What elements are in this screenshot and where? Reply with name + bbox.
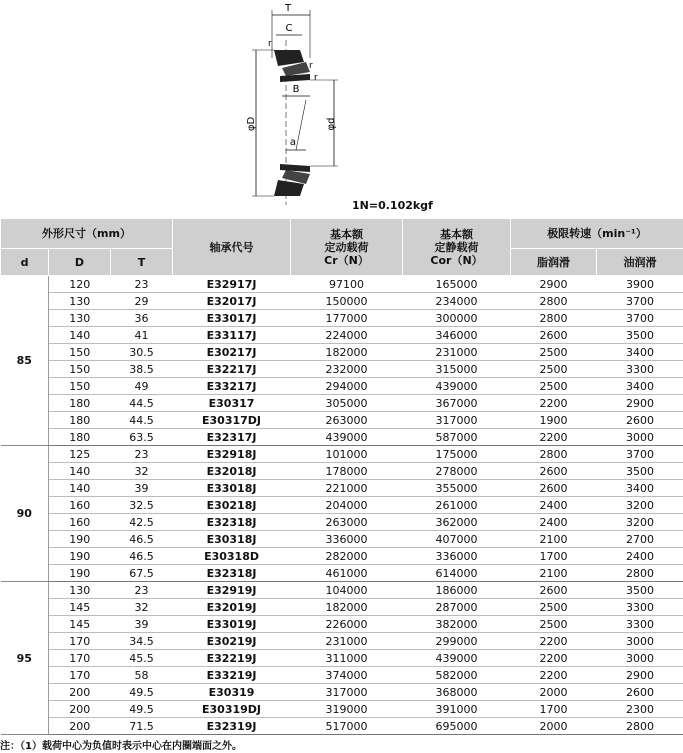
cell-t: 42.5: [111, 514, 173, 531]
cell-grease: 2200: [511, 650, 597, 667]
cell-cr: 305000: [291, 395, 403, 412]
cell-model: E30317DJ: [173, 412, 291, 429]
table-row: [1, 548, 683, 565]
table-row: [1, 497, 683, 514]
table-row: [1, 565, 683, 582]
cell-outer-d: 150: [49, 361, 111, 378]
cell-grease: 2000: [511, 718, 597, 735]
outer-ring-top: [274, 50, 304, 66]
table-row: [1, 361, 683, 378]
cell-grease: 2800: [511, 293, 597, 310]
cell-cr: 319000: [291, 701, 403, 718]
table-row: [1, 718, 683, 735]
header-outer-d: D: [49, 249, 111, 276]
footnote: 注：（1）载荷中心为负值时表示中心在内圈端面之外。: [0, 741, 242, 752]
cell-grease: 2400: [511, 514, 597, 531]
cell-oil: 3200: [597, 497, 683, 514]
cell-oil: 3300: [597, 616, 683, 633]
cell-oil: 3400: [597, 378, 683, 395]
header-dimensions: 外形尺寸（mm）: [1, 219, 173, 249]
cell-grease: 2100: [511, 565, 597, 582]
cell-model: E33117J: [173, 327, 291, 344]
cell-model: E30318D: [173, 548, 291, 565]
cell-model: E30217J: [173, 344, 291, 361]
cell-model: E32018J: [173, 463, 291, 480]
cell-cor: 336000: [403, 548, 511, 565]
cell-model: E32317J: [173, 429, 291, 446]
table-row: [1, 667, 683, 684]
cell-grease: 2500: [511, 599, 597, 616]
header-cor-line2: 定静载荷: [434, 240, 479, 254]
cell-t: 67.5: [111, 565, 173, 582]
table-row: [1, 480, 683, 497]
cell-model: E32918J: [173, 446, 291, 463]
cell-oil: 3300: [597, 599, 683, 616]
table-row: [1, 310, 683, 327]
cell-t: 71.5: [111, 718, 173, 735]
header-grease: 脂润滑: [511, 249, 597, 276]
cell-grease: 1700: [511, 701, 597, 718]
cell-oil: 2900: [597, 667, 683, 684]
label-c: C: [285, 23, 293, 34]
cell-cr: 263000: [291, 514, 403, 531]
cell-t: 38.5: [111, 361, 173, 378]
cell-model: E33219J: [173, 667, 291, 684]
label-r-2: r: [309, 61, 313, 71]
cell-outer-d: 125: [49, 446, 111, 463]
cell-cr: 226000: [291, 616, 403, 633]
cell-model: E32017J: [173, 293, 291, 310]
cell-t: 44.5: [111, 412, 173, 429]
cell-outer-d: 190: [49, 531, 111, 548]
header-model: 轴承代号: [173, 219, 291, 276]
cell-t: 36: [111, 310, 173, 327]
table-row: [1, 344, 683, 361]
cell-oil: 2300: [597, 701, 683, 718]
cell-grease: 2000: [511, 684, 597, 701]
cell-cr: 178000: [291, 463, 403, 480]
cell-outer-d: 200: [49, 684, 111, 701]
cell-grease: 2900: [511, 276, 597, 293]
cell-model: E30318J: [173, 531, 291, 548]
cell-oil: 3500: [597, 582, 683, 599]
cell-cr: 97100: [291, 276, 403, 293]
cell-cor: 368000: [403, 684, 511, 701]
cell-cor: 317000: [403, 412, 511, 429]
cell-cor: 346000: [403, 327, 511, 344]
label-phi-d-inner: φd: [326, 117, 337, 131]
cell-model: E32019J: [173, 599, 291, 616]
cell-oil: 2700: [597, 531, 683, 548]
cell-t: 32: [111, 599, 173, 616]
cell-grease: 2200: [511, 633, 597, 650]
cell-model: E30218J: [173, 497, 291, 514]
cell-oil: 3000: [597, 650, 683, 667]
cell-t: 49: [111, 378, 173, 395]
cell-cr: 182000: [291, 344, 403, 361]
cell-cor: 367000: [403, 395, 511, 412]
cell-cr: 182000: [291, 599, 403, 616]
table-row: [1, 531, 683, 548]
cell-model: E30317: [173, 395, 291, 412]
header-cor-line1: 基本额: [440, 227, 474, 241]
cell-cr: 150000: [291, 293, 403, 310]
cell-t: 23: [111, 582, 173, 599]
cell-cor: 287000: [403, 599, 511, 616]
cell-cor: 278000: [403, 463, 511, 480]
label-r-3: r: [314, 73, 318, 83]
table-row: [1, 633, 683, 650]
cell-outer-d: 180: [49, 412, 111, 429]
unit-note: 1N=0.102kgf: [352, 199, 433, 212]
table-row: [1, 463, 683, 480]
cell-oil: 3000: [597, 429, 683, 446]
cell-cor: 299000: [403, 633, 511, 650]
cell-outer-d: 140: [49, 463, 111, 480]
cell-oil: 3400: [597, 344, 683, 361]
cell-oil: 2800: [597, 565, 683, 582]
cell-t: 44.5: [111, 395, 173, 412]
cell-outer-d: 190: [49, 565, 111, 582]
cell-outer-d: 150: [49, 344, 111, 361]
cell-t: 39: [111, 616, 173, 633]
cell-cor: 382000: [403, 616, 511, 633]
table-row: [1, 684, 683, 701]
cell-outer-d: 150: [49, 378, 111, 395]
outer-ring-bottom: [274, 180, 304, 196]
cell-d: 95: [1, 582, 49, 735]
cell-t: 58: [111, 667, 173, 684]
cell-t: 49.5: [111, 684, 173, 701]
cell-model: E33019J: [173, 616, 291, 633]
cell-grease: 2600: [511, 480, 597, 497]
table-row: [1, 616, 683, 633]
cell-grease: 1700: [511, 548, 597, 565]
cell-cor: 439000: [403, 378, 511, 395]
cell-cor: 355000: [403, 480, 511, 497]
cell-oil: 2400: [597, 548, 683, 565]
cell-cor: 439000: [403, 650, 511, 667]
cell-cor: 695000: [403, 718, 511, 735]
cell-outer-d: 130: [49, 310, 111, 327]
inner-ring-bottom: [280, 164, 310, 172]
cell-grease: 2600: [511, 463, 597, 480]
cell-t: 39: [111, 480, 173, 497]
cell-cr: 104000: [291, 582, 403, 599]
cell-outer-d: 120: [49, 276, 111, 293]
cell-cor: 582000: [403, 667, 511, 684]
cell-cr: 439000: [291, 429, 403, 446]
cell-cor: 407000: [403, 531, 511, 548]
header-cr-line1: 基本额: [330, 227, 364, 241]
cell-outer-d: 170: [49, 650, 111, 667]
cell-t: 41: [111, 327, 173, 344]
table-row: [1, 446, 683, 463]
cell-oil: 3900: [597, 276, 683, 293]
label-a: a: [289, 137, 297, 148]
cell-grease: 2500: [511, 361, 597, 378]
cell-cor: 165000: [403, 276, 511, 293]
cell-oil: 2800: [597, 718, 683, 735]
bearing-spec-table: [0, 218, 683, 735]
cell-oil: 3500: [597, 327, 683, 344]
header-oil: 油润滑: [597, 249, 683, 276]
cell-oil: 3700: [597, 310, 683, 327]
cell-oil: 3400: [597, 480, 683, 497]
cell-grease: 2500: [511, 344, 597, 361]
cell-t: 29: [111, 293, 173, 310]
header-t: T: [111, 249, 173, 276]
cell-model: E32319J: [173, 718, 291, 735]
cell-cr: 461000: [291, 565, 403, 582]
cell-grease: 2500: [511, 616, 597, 633]
cell-cr: 231000: [291, 633, 403, 650]
cell-outer-d: 170: [49, 633, 111, 650]
cell-d: 85: [1, 276, 49, 446]
cell-cr: 294000: [291, 378, 403, 395]
label-b: B: [292, 84, 300, 95]
cell-t: 46.5: [111, 548, 173, 565]
inner-ring-top: [280, 74, 310, 82]
cell-t: 32: [111, 463, 173, 480]
table-row: [1, 701, 683, 718]
cell-outer-d: 190: [49, 548, 111, 565]
label-t: T: [284, 3, 292, 14]
cell-cor: 261000: [403, 497, 511, 514]
cell-grease: 2500: [511, 378, 597, 395]
cell-oil: 3700: [597, 293, 683, 310]
cell-cr: 224000: [291, 327, 403, 344]
table-row: [1, 514, 683, 531]
cell-outer-d: 200: [49, 718, 111, 735]
cell-model: E32919J: [173, 582, 291, 599]
table-row: [1, 412, 683, 429]
cell-outer-d: 180: [49, 429, 111, 446]
header-speed: 极限转速（min⁻¹）: [511, 219, 683, 249]
header-cor: [403, 219, 511, 276]
header-cr-line2: 定动载荷: [324, 240, 369, 254]
cell-outer-d: 180: [49, 395, 111, 412]
cell-grease: 1900: [511, 412, 597, 429]
cell-grease: 2200: [511, 429, 597, 446]
cell-cor: 300000: [403, 310, 511, 327]
cell-model: E30219J: [173, 633, 291, 650]
bearing-diagram: [0, 0, 683, 218]
cell-outer-d: 200: [49, 701, 111, 718]
cell-t: 30.5: [111, 344, 173, 361]
table-row: [1, 276, 683, 293]
cell-oil: 3700: [597, 446, 683, 463]
table-body: [1, 276, 683, 735]
cell-t: 34.5: [111, 633, 173, 650]
table-row: [1, 293, 683, 310]
cell-cr: 282000: [291, 548, 403, 565]
header-cr: [291, 219, 403, 276]
cell-cr: 232000: [291, 361, 403, 378]
label-phi-d-outer: φD: [246, 116, 257, 132]
cell-grease: 2800: [511, 310, 597, 327]
cell-model: E30319: [173, 684, 291, 701]
cell-cor: 587000: [403, 429, 511, 446]
cell-oil: 3500: [597, 463, 683, 480]
cell-cr: 311000: [291, 650, 403, 667]
table-row: [1, 327, 683, 344]
cell-cr: 336000: [291, 531, 403, 548]
cell-model: E33017J: [173, 310, 291, 327]
cell-t: 23: [111, 276, 173, 293]
cell-oil: 3200: [597, 514, 683, 531]
cell-model: E32917J: [173, 276, 291, 293]
cell-cor: 234000: [403, 293, 511, 310]
cell-cor: 362000: [403, 514, 511, 531]
cell-cor: 315000: [403, 361, 511, 378]
cell-cor: 186000: [403, 582, 511, 599]
cell-outer-d: 160: [49, 497, 111, 514]
cell-outer-d: 140: [49, 480, 111, 497]
table-row: [1, 650, 683, 667]
cell-model: E33217J: [173, 378, 291, 395]
cell-t: 23: [111, 446, 173, 463]
cell-cr: 177000: [291, 310, 403, 327]
cell-outer-d: 145: [49, 616, 111, 633]
cell-t: 46.5: [111, 531, 173, 548]
cell-t: 32.5: [111, 497, 173, 514]
cell-oil: 3300: [597, 361, 683, 378]
cell-model: E32318J: [173, 514, 291, 531]
cell-cor: 231000: [403, 344, 511, 361]
cell-grease: 2800: [511, 446, 597, 463]
header-cr-line3: Cr（N）: [324, 253, 369, 267]
table-row: [1, 395, 683, 412]
table-row: [1, 582, 683, 599]
cell-grease: 2100: [511, 531, 597, 548]
cell-d: 90: [1, 446, 49, 582]
cell-outer-d: 130: [49, 582, 111, 599]
cell-cor: 391000: [403, 701, 511, 718]
cell-grease: 2200: [511, 667, 597, 684]
cell-cr: 221000: [291, 480, 403, 497]
cell-oil: 2900: [597, 395, 683, 412]
cell-cor: 175000: [403, 446, 511, 463]
cell-cr: 263000: [291, 412, 403, 429]
table-row: [1, 378, 683, 395]
cell-outer-d: 140: [49, 327, 111, 344]
cell-oil: 3000: [597, 633, 683, 650]
cell-cr: 317000: [291, 684, 403, 701]
cell-grease: 2200: [511, 395, 597, 412]
cell-outer-d: 160: [49, 514, 111, 531]
header-d: d: [1, 249, 49, 276]
cell-cr: 374000: [291, 667, 403, 684]
cell-oil: 2600: [597, 412, 683, 429]
cell-outer-d: 170: [49, 667, 111, 684]
cell-cor: 614000: [403, 565, 511, 582]
cell-grease: 2400: [511, 497, 597, 514]
cell-t: 49.5: [111, 701, 173, 718]
table-row: [1, 429, 683, 446]
cell-grease: 2600: [511, 582, 597, 599]
cell-outer-d: 130: [49, 293, 111, 310]
cell-model: E32217J: [173, 361, 291, 378]
cell-model: E33018J: [173, 480, 291, 497]
cell-model: E32219J: [173, 650, 291, 667]
cell-cr: 101000: [291, 446, 403, 463]
cell-outer-d: 145: [49, 599, 111, 616]
cell-t: 63.5: [111, 429, 173, 446]
table-row: [1, 599, 683, 616]
cell-cr: 204000: [291, 497, 403, 514]
cell-oil: 2600: [597, 684, 683, 701]
cell-model: E32318J: [173, 565, 291, 582]
header-cor-line3: Cor（N）: [430, 253, 483, 267]
cell-model: E30319DJ: [173, 701, 291, 718]
label-r-1: r: [268, 39, 272, 49]
cell-t: 45.5: [111, 650, 173, 667]
cell-cr: 517000: [291, 718, 403, 735]
cell-grease: 2600: [511, 327, 597, 344]
